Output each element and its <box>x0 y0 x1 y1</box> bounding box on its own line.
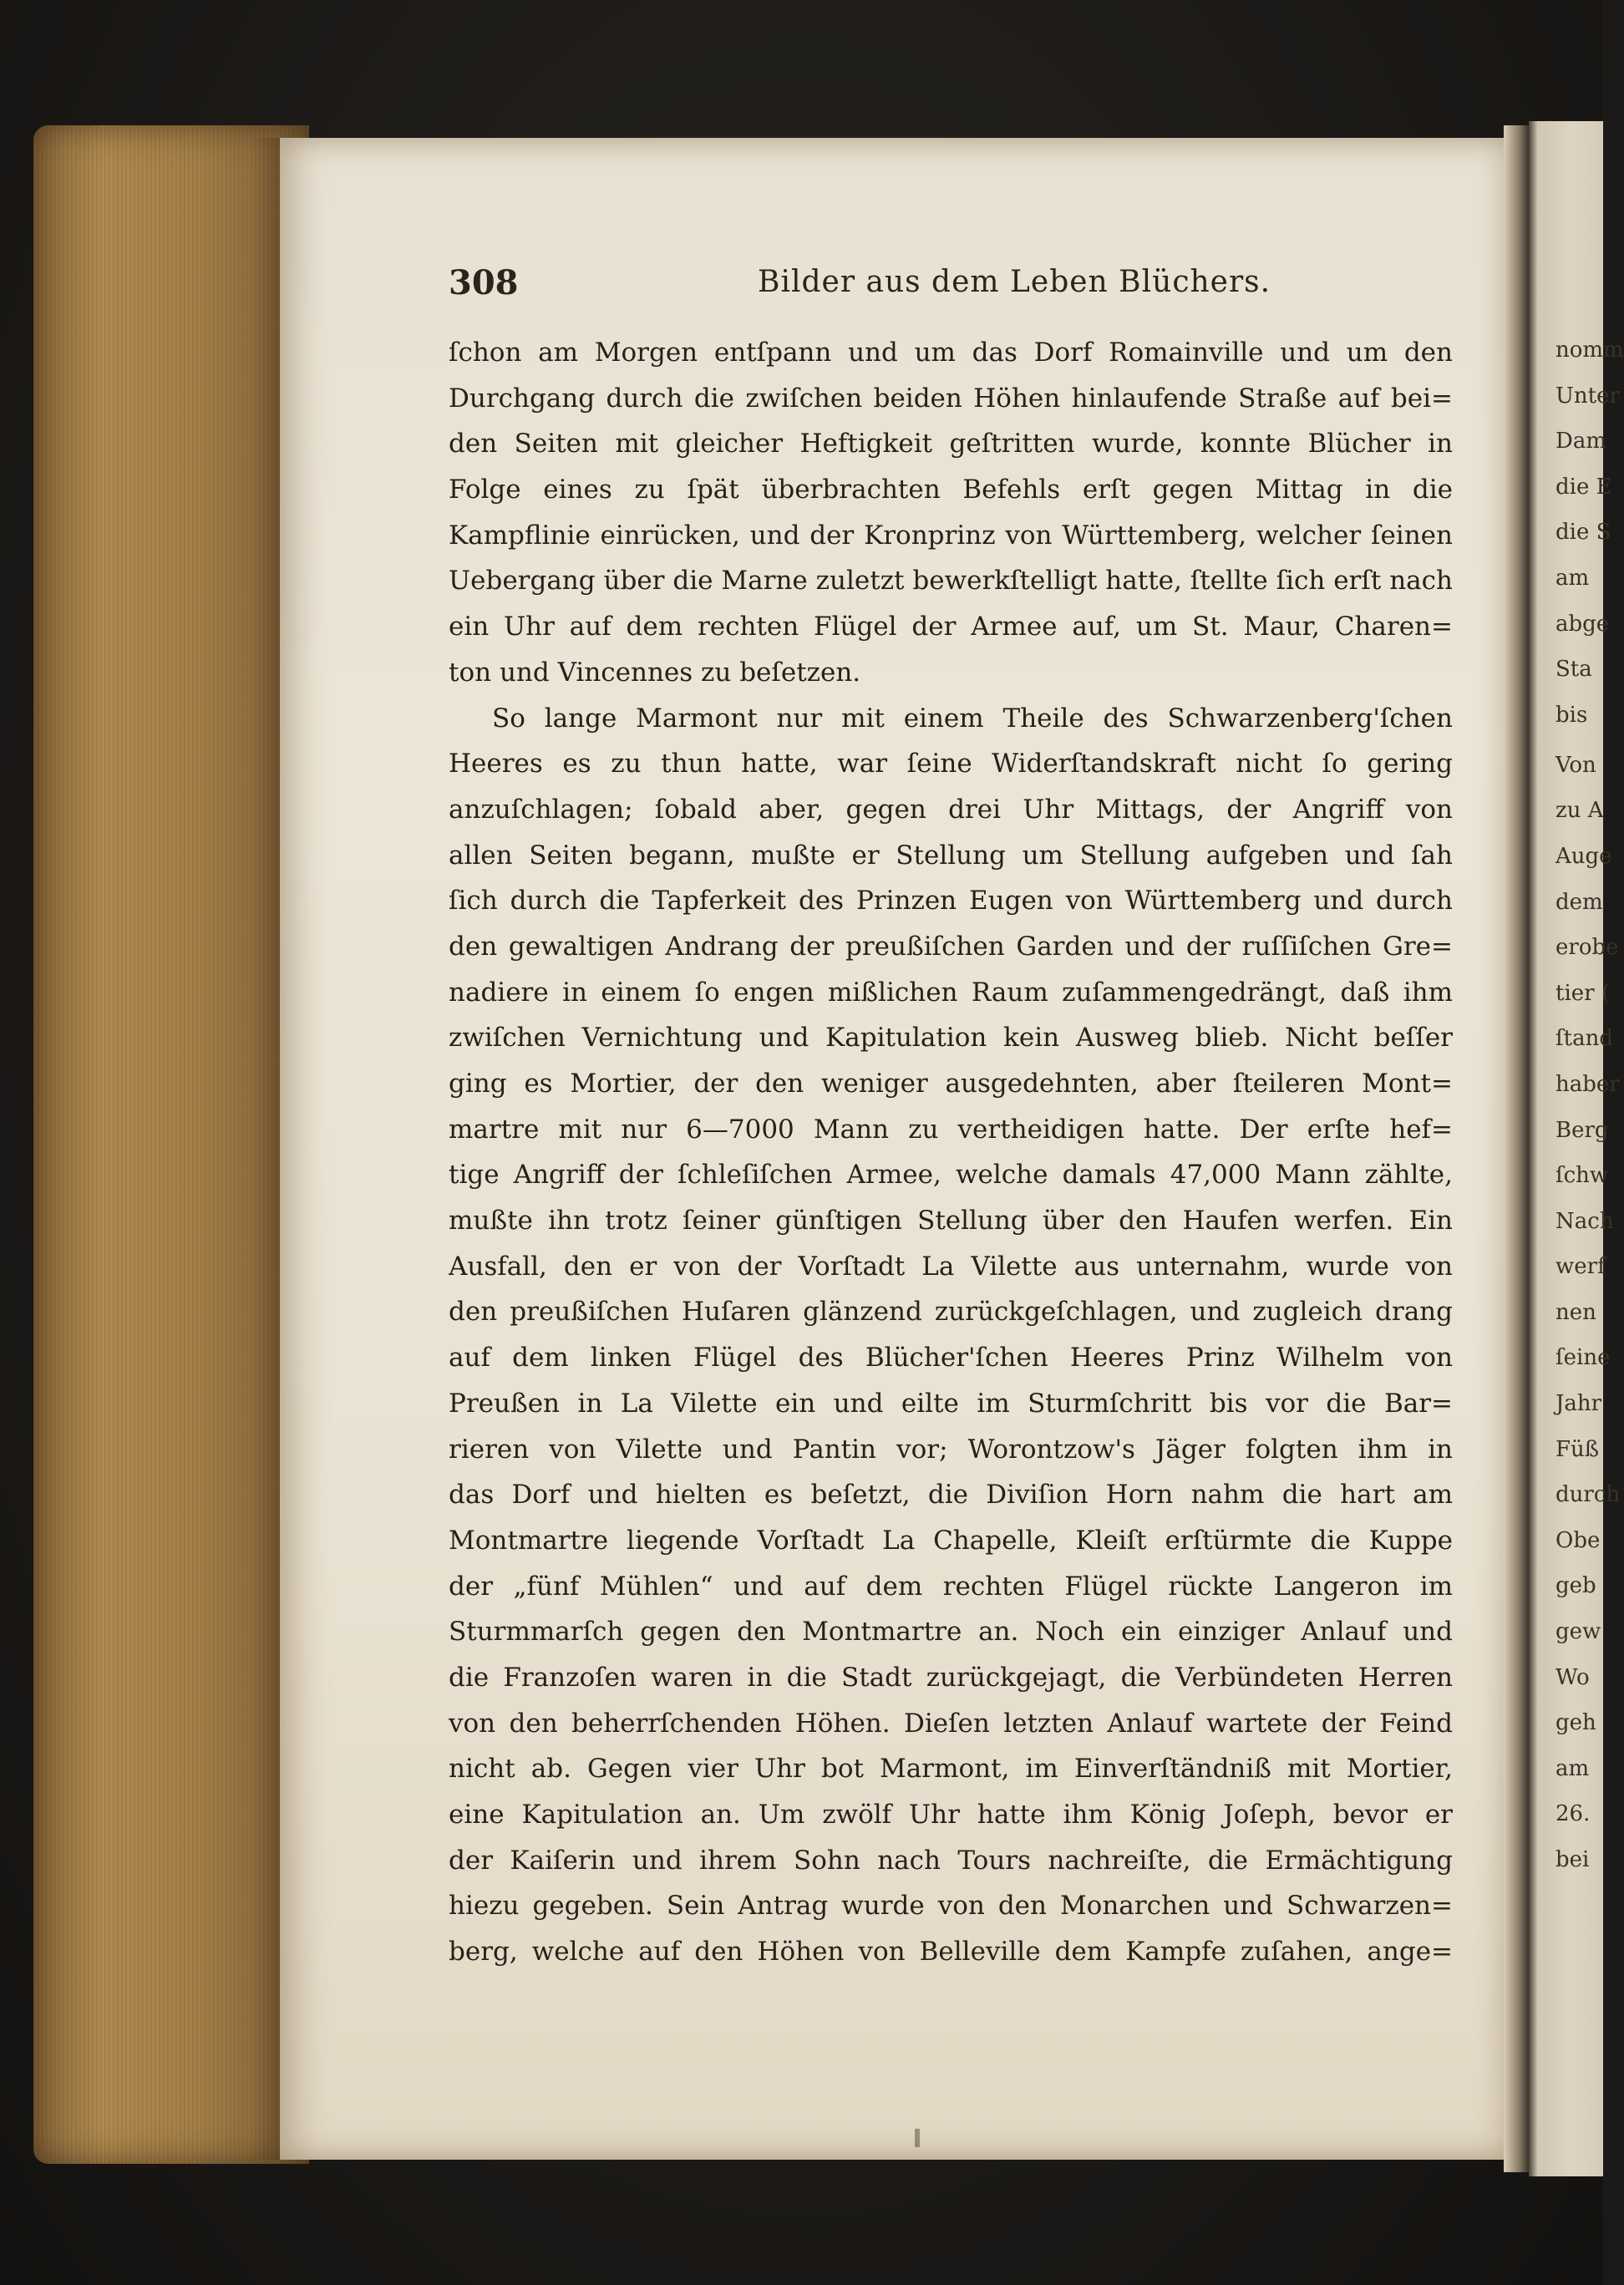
next-page-fragment: Unter <box>1555 383 1620 409</box>
text-line: Ausfall, den er von der Vorſtadt La Vilette aus unternahm, wurde von <box>449 1251 1453 1282</box>
book-gutter <box>1504 125 1529 2172</box>
running-head-title: Bilder aus dem Leben Blüchers. <box>758 265 1271 299</box>
text-line: ſich durch die Tapferkeit des Prinzen Eugen von Württemberg und durch <box>449 886 1453 917</box>
text-line: Heeres es zu thun hatte, war ſeine Widerſtandskraft nicht ſo gering <box>449 749 1453 779</box>
body-text <box>449 330 1453 1975</box>
next-page-fragment: ſtand <box>1555 1026 1613 1052</box>
page-number: 308 <box>449 263 519 302</box>
next-page-fragment: Dam <box>1555 429 1607 454</box>
text-line: mußte ihn trotz ſeiner günſtigen Stellung über den Haufen werfen. Ein <box>449 1206 1453 1236</box>
next-page-fragment: am <box>1555 565 1590 591</box>
text-line: Kampflinie einrücken, und der Kronprinz von Württemberg, welcher ſeinen <box>449 520 1453 551</box>
text-line: rieren von Vilette und Pantin vor; Worontzow's Jäger folgten ihm in <box>449 1434 1453 1465</box>
text-line: ging es Mortier, der den weniger ausgedehnten, aber ſteileren Mont= <box>449 1069 1453 1099</box>
text-line: hiezu gegeben. Sein Antrag wurde von den Monarchen und Schwarzen= <box>449 1891 1453 1922</box>
next-page-fragment: Nach <box>1555 1208 1614 1234</box>
next-page-fragment: Obe <box>1555 1527 1601 1553</box>
text-line: Durchgang durch die zwiſchen beiden Höhen hinlaufende Straße auf bei= <box>449 383 1453 414</box>
next-page-fragment: nomm <box>1555 338 1624 363</box>
next-page-fragment: 26. <box>1555 1801 1591 1827</box>
next-page-fragment: die S <box>1555 520 1611 546</box>
next-page-fragment: tier ( <box>1555 980 1610 1006</box>
next-page-fragment: abge <box>1555 611 1610 637</box>
next-page-fragment: Sta <box>1555 657 1592 683</box>
text-line: die Franzoſen waren in die Stadt zurückgejagt, die Verbündeten Herren <box>449 1662 1453 1693</box>
next-page-fragment: erobe <box>1555 935 1619 961</box>
next-page-fragment: geb <box>1555 1573 1596 1599</box>
text-line: zwiſchen Vernichtung und Kapitulation kein Ausweg blieb. Nicht beſſer <box>449 1023 1453 1054</box>
text-line: das Dorf und hielten es beſetzt, die Diviſion Horn nahm die hart am <box>449 1480 1453 1511</box>
next-page-fragment: haber <box>1555 1071 1620 1097</box>
text-line: nadiere in einem ſo engen mißlichen Raum zuſammengedrängt, daß ihm <box>449 977 1453 1008</box>
next-page-fragment: gew <box>1555 1619 1601 1645</box>
text-line: allen Seiten begann, mußte er Stellung um Stellung aufgeben und ſah <box>449 840 1453 871</box>
text-line: eine Kapitulation an. Um zwölf Uhr hatte ihm König Joſeph, bevor er <box>449 1800 1453 1830</box>
text-line: der Kaiſerin und ihrem Sohn nach Tours nachreiſte, die Ermächtigung <box>449 1845 1453 1876</box>
text-line: auf dem linken Flügel des Blücher'ſchen Heeres Prinz Wilhelm von <box>449 1343 1453 1374</box>
next-page-fragment: Von <box>1555 752 1596 778</box>
text-line: tige Angriff der ſchleſiſchen Armee, welche damals 47,000 Mann zählte, <box>449 1160 1453 1191</box>
text-line: anzuſchlagen; ſobald aber, gegen drei Uhr Mittags, der Angriff von <box>449 794 1453 825</box>
next-page-fragment: durch <box>1555 1482 1621 1508</box>
next-page-fragment: Wo <box>1555 1664 1590 1690</box>
text-line: So lange Marmont nur mit einem Theile des Schwarzenberg'ſchen <box>492 703 1453 734</box>
text-line: Preußen in La Vilette ein und eilte im Sturmſchritt bis vor die Bar= <box>449 1388 1453 1419</box>
text-line: von den beherrſchenden Höhen. Dieſen letzten Anlauf wartete der Feind <box>449 1708 1453 1739</box>
next-page-text-fragments <box>1555 328 1624 1883</box>
next-page-fragment: ſeine <box>1555 1345 1611 1371</box>
next-page-fragment: Auge <box>1555 843 1612 869</box>
next-page-fragment: ſchw <box>1555 1163 1609 1189</box>
text-line: ein Uhr auf dem rechten Flügel der Armee auf, um St. Maur, Charen= <box>449 612 1453 642</box>
page-mark <box>915 2129 920 2147</box>
text-line: den gewaltigen Andrang der preußiſchen Garden und der ruſſiſchen Gre= <box>449 931 1453 962</box>
text-line: berg, welche auf den Höhen von Belleville dem Kampfe zuſahen, ange= <box>449 1937 1453 1968</box>
text-line: nicht ab. Gegen vier Uhr bot Marmont, im Einverſtändniß mit Mortier, <box>449 1754 1453 1785</box>
next-page-fragment: geh <box>1555 1710 1596 1736</box>
text-line: den preußiſchen Huſaren glänzend zurückgeſchlagen, und zugleich drang <box>449 1297 1453 1328</box>
text-line: Uebergang über die Marne zuletzt bewerkſtelligt hatte, ſtellte ſich erſt nach <box>449 566 1453 597</box>
text-line: Folge eines zu ſpät überbrachten Befehls erſt gegen Mittag in die <box>449 475 1453 505</box>
text-line: den Seiten mit gleicher Heftigkeit geſtritten wurde, konnte Blücher in <box>449 429 1453 460</box>
next-page-fragment: dem <box>1555 889 1603 915</box>
text-line: martre mit nur 6—7000 Mann zu vertheidigen hatte. Der erſte hef= <box>449 1114 1453 1145</box>
next-page-fragment: Berg <box>1555 1117 1609 1143</box>
next-page-fragment: werf <box>1555 1254 1606 1280</box>
next-page-fragment: Jahr <box>1555 1391 1602 1417</box>
text-line: der „fünf Mühlen“ und auf dem rechten Flügel rückte Langeron im <box>449 1571 1453 1602</box>
text-line: Sturmmarſch gegen den Montmartre an. Noch ein einziger Anlauf und <box>449 1617 1453 1648</box>
next-page-fragment: Füß <box>1555 1436 1600 1462</box>
next-page-fragment: nen <box>1555 1299 1596 1325</box>
running-head <box>449 263 1468 305</box>
text-line: Montmartre liegende Vorſtadt La Chapelle, Kleiſt erſtürmte die Kuppe <box>449 1525 1453 1556</box>
next-page-fragment: am <box>1555 1755 1590 1781</box>
next-page-fragment: zu A <box>1555 798 1604 824</box>
text-line: ton und Vincennes zu beſetzen. <box>449 657 861 688</box>
next-page-fragment: die E <box>1555 474 1612 500</box>
next-page-fragment: bei <box>1555 1847 1590 1872</box>
text-line: ſchon am Morgen entſpann und um das Dorf Romainville und um den <box>449 338 1453 368</box>
next-page-fragment: bis <box>1555 702 1588 728</box>
